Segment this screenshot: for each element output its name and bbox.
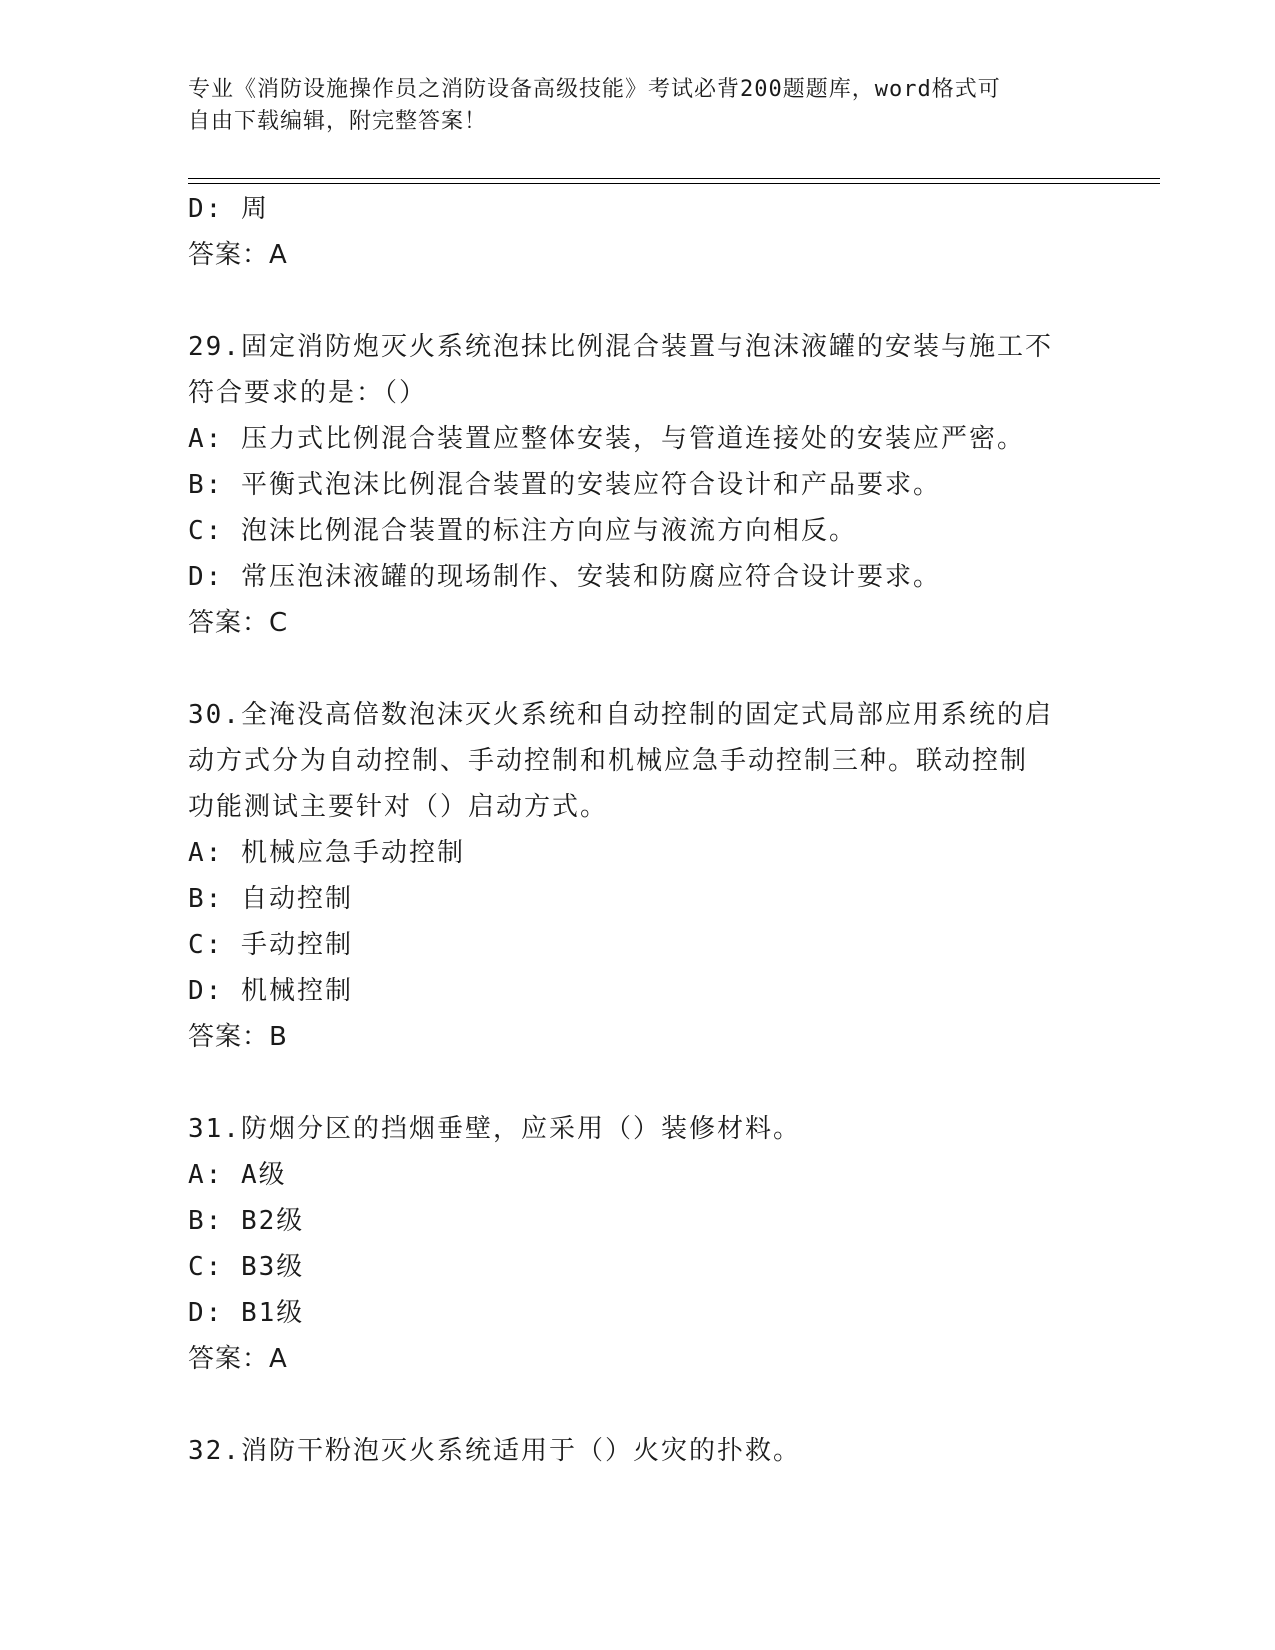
question-stem-line: 符合要求的是：（） [188,378,428,408]
question-list [188,186,1088,1474]
question-29 [188,324,1088,646]
option-c: C: 泡沫比例混合装置的标注方向应与液流方向相反。 [188,516,857,546]
option-d: D: 周 [188,194,269,224]
spacer [188,1382,1088,1428]
question-32 [188,1428,1088,1474]
option-d: D: B1级 [188,1298,305,1328]
option-c: C: B3级 [188,1252,305,1282]
answer-line: 答案：B [188,1022,288,1052]
option-b: B: 自动控制 [188,884,353,914]
question-stem-line: 动方式分为自动控制、手动控制和机械应急手动控制三种。联动控制 [188,746,1029,776]
answer-line: 答案：A [188,1344,288,1374]
previous-question-tail [188,186,1088,278]
document-header [188,74,1088,138]
header-divider-bottom [188,183,1160,184]
spacer [188,646,1088,692]
option-d: D: 常压泡沫液罐的现场制作、安装和防腐应符合设计要求。 [188,562,941,592]
question-stem-line: 32.消防干粉泡灭火系统适用于（）火灾的扑救。 [188,1436,801,1466]
header-line-2: 自由下载编辑，附完整答案！ [188,109,488,134]
question-31 [188,1106,1088,1382]
option-a: A: 机械应急手动控制 [188,838,465,868]
option-b: B: B2级 [188,1206,305,1236]
option-d: D: 机械控制 [188,976,353,1006]
answer-line: 答案：A [188,240,288,270]
option-a: A: 压力式比例混合装置应整体安装，与管道连接处的安装应严密。 [188,424,1025,454]
spacer [188,1060,1088,1106]
question-stem-line: 功能测试主要针对（）启动方式。 [188,792,609,822]
spacer [188,278,1088,324]
question-stem-line: 30.全淹没高倍数泡沫灭火系统和自动控制的固定式局部应用系统的启 [188,700,1053,730]
header-line-1: 专业《消防设施操作员之消防设备高级技能》考试必背200题题库，word格式可 [188,77,1001,102]
header-divider-top [188,178,1160,179]
question-30 [188,692,1088,1060]
answer-line: 答案：C [188,608,289,638]
option-a: A: A级 [188,1160,287,1190]
option-c: C: 手动控制 [188,930,353,960]
question-stem-line: 29.固定消防炮灭火系统泡抹比例混合装置与泡沫液罐的安装与施工不 [188,332,1053,362]
option-b: B: 平衡式泡沫比例混合装置的安装应符合设计和产品要求。 [188,470,941,500]
question-stem-line: 31.防烟分区的挡烟垂壁，应采用（）装修材料。 [188,1114,801,1144]
